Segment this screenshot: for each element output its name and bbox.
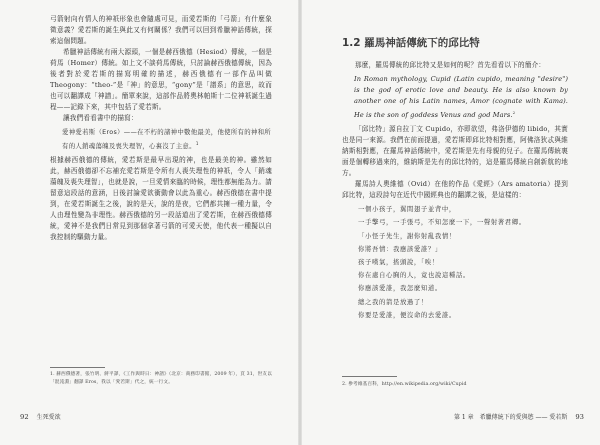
right-paragraph-2: 羅馬詩人奧維德（Ovid）在他的作品《愛經》（Ars amatoria）提到邱比特，這段詩句在近代中國經典也的翻譯之後，是這樣的： bbox=[342, 180, 568, 200]
poem-line: 你將吾情：我應該愛誰？」 bbox=[358, 244, 442, 253]
poem-line: 一手擎弓，一手張弓，不知怎麼一下，一聲射著君卿。 bbox=[358, 218, 526, 227]
left-page bbox=[0, 0, 298, 445]
right-text-column bbox=[342, 36, 568, 322]
right-folio bbox=[454, 413, 590, 422]
left-paragraph-3: 根據赫西俄德的傳統，愛若斯是最早出現的神，也是最美的神。雖然如此，赫西俄德卻不忘補充愛若斯是令所有人喪失理性的神祇，令人「銷魂蕩魄及喪失理智」，也就是說，一旦愛情來臨的時候，理性都無能為力。請留意這段話的意涵，日後討論愛欲衝動會以此為重心。赫西俄德在書中提到，在愛若斯誕生之後，說的是天，說的是夜，它們都共擁一種力量，令人由理性變為非理性。赫西俄德的另一段話道出了愛若斯，在赫西俄德傳統，愛神不是我們日常見到那個拿著弓箭的可愛天使，他代表一種擬以自我控制的驅動力量。 bbox=[50, 156, 272, 242]
right-paragraph-1: 「邱比特」源自拉丁文 Cupido，亦即欲望，弗洛伊德的 libido，其實也是同一來源。我們在前面提過，愛若斯即邱比特相對應，阿佛洛狄忒與維納斯相對應，在羅馬神話傳統中，愛若斯是先有母親的兒子。在羅馬傳統裏面是個轉移過來的，維納斯是先有的邱比特的，這是羅馬傳統自創新航的地方。 bbox=[342, 125, 568, 178]
left-running-title: 生死愛欲 bbox=[36, 414, 61, 421]
right-footnote-rule bbox=[342, 376, 397, 377]
poem-line: 你應該愛誰，我怎麼知道。 bbox=[358, 284, 442, 293]
english-block-quote-text: In Roman mythology, Cupid (Latin cupido, meaning "desire") is the god of erotic love and beauty. He is also known by another one of his Latin names, Amor (cognate with Kama). He is the son of goddess Venus and god Mars. bbox=[354, 75, 568, 120]
poem-line: 孩子嘆氣，搖頭說，「唉！ bbox=[358, 258, 439, 266]
left-block-quote bbox=[62, 127, 272, 152]
left-paragraph-2: 希臘神話傳統有兩大源頭，一個是赫西俄德（Hesiod）傳統，一個是荷馬（Homer）傳統。如上文不談荷馬傳統，只討論赫西俄德傳統，因為後者對於愛若斯的描寫明確的描述，赫西俄德有一部作品叫做 Theogony：“theo-”是「神」的意思，“gony”是「譜系」的意思，故而也可以翻譯成「神譜」。簡單來說，這部作品將奧林帕斯十二位神祇誕生過程——記錄下來，其中包括了愛若斯。 bbox=[50, 48, 272, 111]
left-text-column bbox=[50, 14, 272, 243]
poem-line: 你在處自心胸的人，竟也說這種話。 bbox=[358, 271, 470, 280]
left-paragraph-1: 弓箭射向有情人的神祇形象也會隨處可見，而愛若斯的「弓箭」有什麼象徵意義？愛若斯的誕生與此又有何關係？我們可以回到希臘神話傳統，探索這個問題。 bbox=[50, 15, 272, 45]
poem-line: 總之我的箭是放過了！ bbox=[358, 297, 428, 306]
left-quote-intro: 讓我們看看書中的描寫： bbox=[63, 114, 138, 122]
right-page bbox=[302, 0, 600, 445]
left-page-number: 92 bbox=[20, 413, 29, 421]
left-footnote-rule bbox=[50, 367, 105, 368]
right-paragraph-intro: 那麼，羅馬傳統的邱比特又是如何的呢？首先看看以下的簡介： bbox=[355, 61, 546, 69]
right-footnote: 2. 參考維基百科，http://en.wikipedia.org/wiki/Cupid bbox=[342, 382, 467, 387]
left-footnote: 1. 赫西俄德著，張竹明、蔣平譯，《工作與時日：神譜》（北京：商務印書館，2009 年），頁 31，世友以「混沌淵」翻譯 Eros，我以「愛若斯」代之，統一行文。 bbox=[50, 372, 272, 385]
english-quote-footnote-marker: 2 bbox=[512, 110, 516, 115]
poem-line: 「小怪子先生，謝你射亂我情！ bbox=[358, 231, 456, 240]
section-title: 1.2 羅馬神話傳統下的邱比特 bbox=[342, 37, 480, 49]
poem-block bbox=[358, 203, 568, 322]
left-block-quote-text: 愛神愛若斯（Eros）——在不朽的諸神中數他最美，他使所有的神和所有的人銷魂蕩魄及喪失理智，心裏沒了主意。 bbox=[62, 128, 271, 151]
poem-line: 一個小孩子，翼間翅子並背中， bbox=[358, 205, 456, 214]
right-page-number: 93 bbox=[575, 413, 584, 421]
english-block-quote bbox=[354, 74, 568, 121]
left-folio bbox=[14, 413, 61, 422]
poem-line: 你要是愛誰，便沒命的去愛誰。 bbox=[358, 310, 456, 319]
left-quote-footnote-marker: 1 bbox=[195, 141, 199, 146]
right-running-title: 第 1 章 希臘傳統下的愛與慾 —— 愛若斯 bbox=[453, 414, 568, 421]
